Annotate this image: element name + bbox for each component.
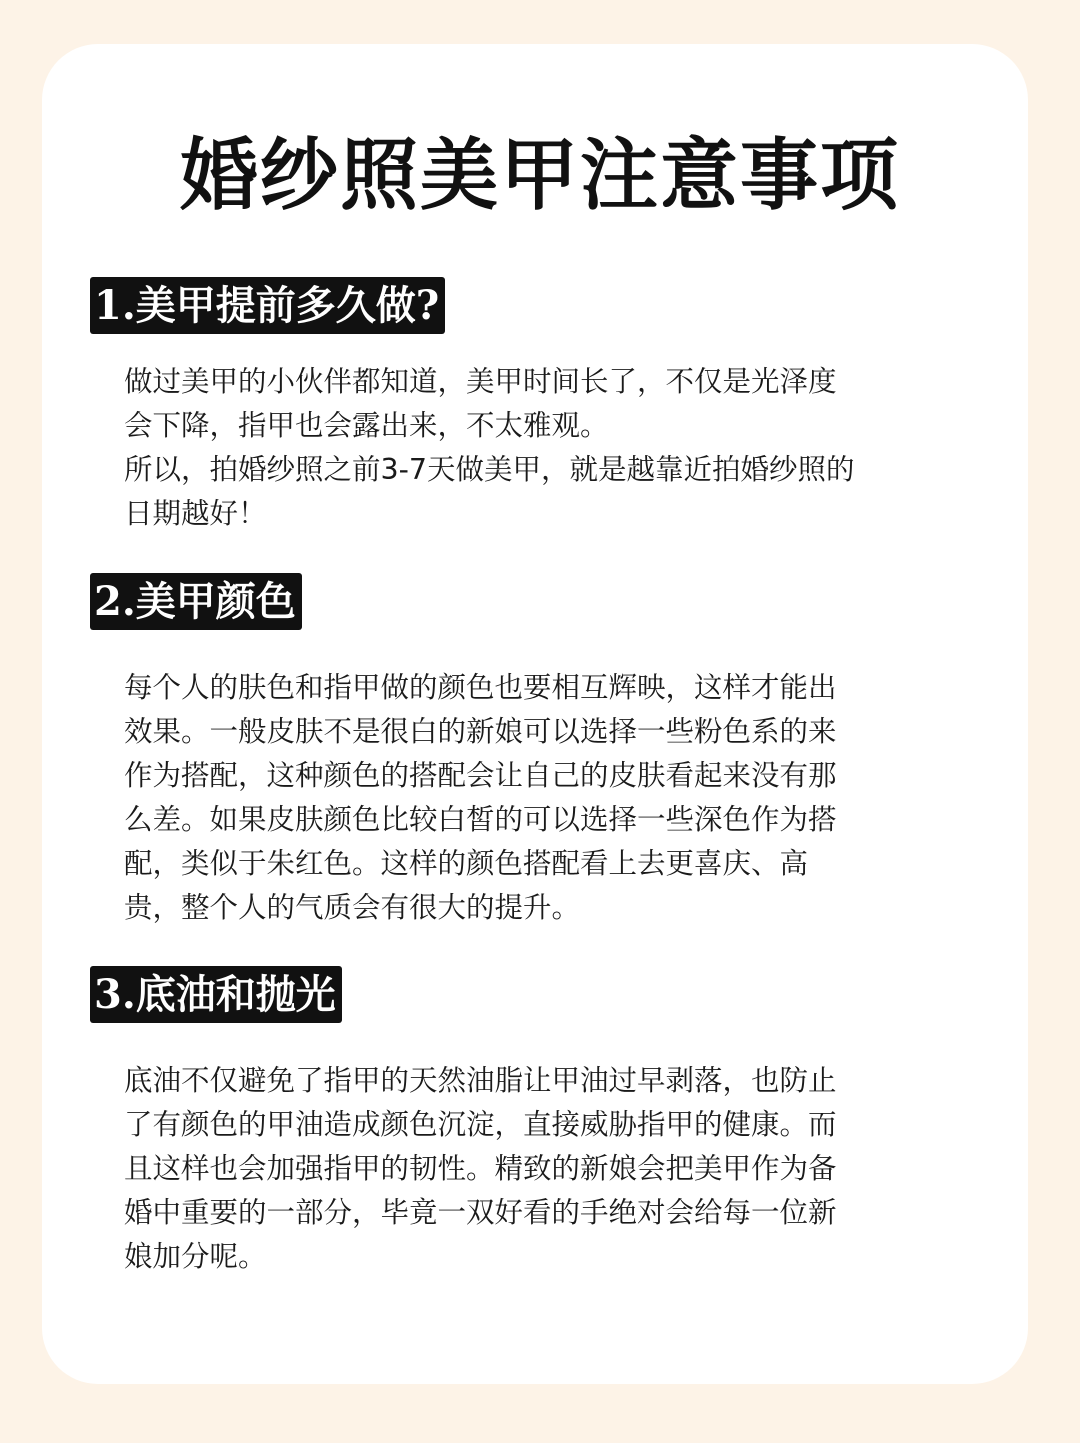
- paragraph-line: 作为搭配，这种颜色的搭配会让自己的皮肤看起来没有那: [124, 759, 837, 792]
- paragraph-line: 每个人的肤色和指甲做的颜色也要相互辉映，这样才能出: [124, 671, 837, 704]
- section-body-base-coat: [124, 1059, 939, 1279]
- section-heading-timing: 1.美甲提前多久做?: [90, 277, 445, 334]
- paragraph-line: 底油不仅避免了指甲的天然油脂让甲油过早剥落，也防止: [124, 1064, 837, 1097]
- paragraph-line: 做过美甲的小伙伴都知道，美甲时间长了，不仅是光泽度: [124, 365, 837, 398]
- paragraph-line: 日期越好！: [124, 497, 267, 530]
- paragraph-line: 会下降，指甲也会露出来，不太雅观。: [124, 409, 609, 442]
- paragraph-line: 效果。一般皮肤不是很白的新娘可以选择一些粉色系的来: [124, 715, 837, 748]
- paragraph-line: 配，类似于朱红色。这样的颜色搭配看上去更喜庆、高: [124, 847, 809, 880]
- paragraph-line: 贵，整个人的气质会有很大的提升。: [124, 891, 581, 924]
- section-heading-base-coat: 3.底油和抛光: [90, 966, 342, 1023]
- section-body-color: [124, 666, 939, 930]
- page-title: 婚纱照美甲注意事项: [179, 131, 900, 221]
- section-heading-color: 2.美甲颜色: [90, 573, 302, 630]
- paragraph-line: 娘加分呢。: [124, 1240, 267, 1273]
- paragraph-line: 了有颜色的甲油造成颜色沉淀，直接威胁指甲的健康。而: [124, 1108, 837, 1141]
- paragraph-line: 婚中重要的一部分，毕竟一双好看的手绝对会给每一位新: [124, 1196, 837, 1229]
- section-body-timing: [124, 360, 939, 536]
- paragraph-line: 且这样也会加强指甲的韧性。精致的新娘会把美甲作为备: [124, 1152, 837, 1185]
- paragraph-line: 么差。如果皮肤颜色比较白皙的可以选择一些深色作为搭: [124, 803, 837, 836]
- paragraph-line: 所以，拍婚纱照之前3-7天做美甲，就是越靠近拍婚纱照的: [124, 453, 855, 486]
